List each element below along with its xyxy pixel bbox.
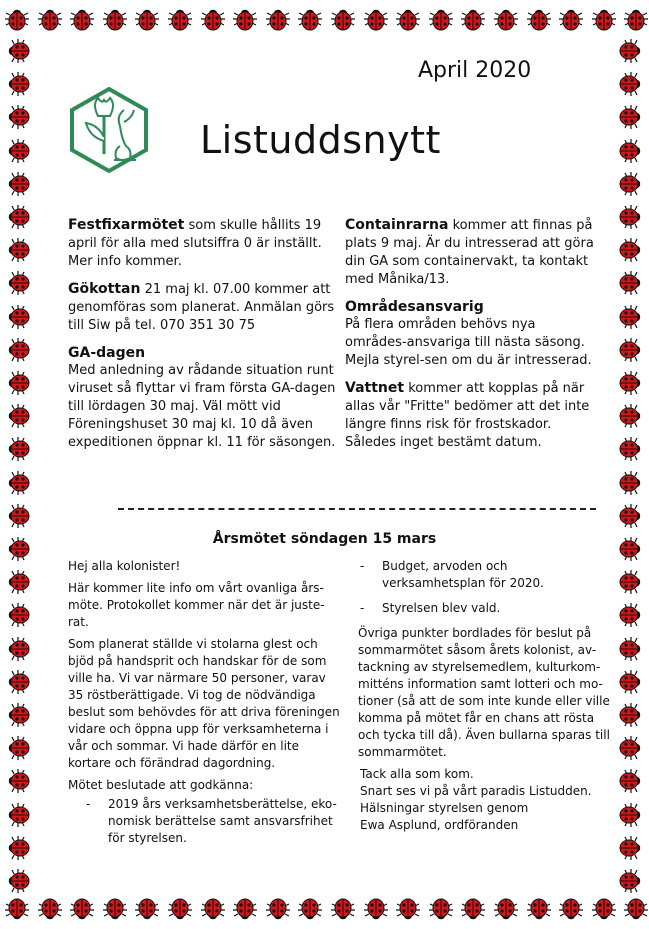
ladybug-icon xyxy=(232,6,258,32)
ladybug-icon xyxy=(330,897,356,923)
ladybug-icon xyxy=(5,138,31,164)
ladybug-icon xyxy=(618,868,644,894)
ladybug-icon xyxy=(5,735,31,761)
ladybug-icon xyxy=(460,897,486,923)
annual-meeting-title: Årsmötet söndagen 15 mars xyxy=(212,531,437,547)
ladybug-icon xyxy=(4,6,30,32)
ladybug-icon xyxy=(37,897,63,923)
ladybug-icon xyxy=(5,669,31,695)
list-item-text: 2019 års verksamhetsberättelse, eko-nomisk berättelse samt ansvarsfrihet för styrelsen. xyxy=(108,797,337,845)
dashed-divider xyxy=(118,508,596,510)
ladybug-icon xyxy=(618,304,644,330)
ladybug-icon xyxy=(200,6,226,32)
ladybug-icon xyxy=(5,370,31,396)
ladybug-icon xyxy=(5,436,31,462)
news-column-left xyxy=(68,216,336,461)
ladybug-icon xyxy=(618,436,644,462)
ladybug-icon xyxy=(5,237,31,263)
signature-line: Ewa Asplund, ordföranden xyxy=(360,818,519,832)
festfix-lead: Festfixarmötet xyxy=(68,217,185,233)
ladybug-border-right xyxy=(613,36,649,893)
ladybug-icon xyxy=(232,897,258,923)
see-you-line: Snart ses vi på vårt paradis Listudden. xyxy=(360,784,592,798)
news-column-right xyxy=(345,216,601,461)
other-items-paragraph: Övriga punkter bordlades för beslut på sommarmötet såsom årets kolonist, av-tackning av styrelsemedlem, kulturkom-mitténs information samt lotteri och mo-tioner (så att de som inte kunde eller ville komma på mötet får en chans att rösta och tycka till då). Även bullarna sparas till sommarmötet. xyxy=(358,626,610,759)
ladybug-icon xyxy=(526,897,552,923)
ladybug-icon xyxy=(5,204,31,230)
ladybug-icon xyxy=(460,6,486,32)
ladybug-icon xyxy=(618,470,644,496)
annual-column-right xyxy=(360,558,612,834)
ladybug-icon xyxy=(5,835,31,861)
ladybug-icon xyxy=(167,897,193,923)
ladybug-icon xyxy=(618,802,644,828)
ladybug-icon xyxy=(330,6,356,32)
ladybug-icon xyxy=(623,897,649,923)
ladybug-icon xyxy=(618,735,644,761)
list-item-text: Styrelsen blev vald. xyxy=(382,601,501,615)
ladybug-icon xyxy=(5,768,31,794)
ladybug-icon xyxy=(37,6,63,32)
ladybug-icon xyxy=(618,768,644,794)
ladybug-icon xyxy=(618,337,644,363)
ladybug-icon xyxy=(363,6,389,32)
ladybug-icon xyxy=(5,868,31,894)
ladybug-icon xyxy=(5,602,31,628)
list-dash: - xyxy=(360,559,365,573)
ladybug-icon xyxy=(5,270,31,296)
ladybug-icon xyxy=(5,171,31,197)
gadagen-heading: GA-dagen xyxy=(68,345,146,361)
tulip-bulb-logo-icon xyxy=(68,86,150,174)
ladybug-icon xyxy=(5,569,31,595)
ladybug-icon xyxy=(618,204,644,230)
ladybug-icon xyxy=(618,835,644,861)
ladybug-icon xyxy=(428,897,454,923)
ladybug-icon xyxy=(618,602,644,628)
ladybug-icon xyxy=(618,270,644,296)
ladybug-icon xyxy=(69,897,95,923)
ladybug-icon xyxy=(5,702,31,728)
ladybug-icon xyxy=(5,104,31,130)
gokottan-lead: Gökottan xyxy=(68,281,141,297)
ladybug-icon xyxy=(395,6,421,32)
ladybug-icon xyxy=(4,897,30,923)
newsletter-title: Listuddsnytt xyxy=(200,118,441,162)
containrarna-lead: Containrarna xyxy=(345,217,449,233)
ladybug-icon xyxy=(134,6,160,32)
ladybug-icon xyxy=(618,702,644,728)
ladybug-icon xyxy=(618,503,644,529)
ladybug-border-bottom xyxy=(0,893,649,929)
ladybug-icon xyxy=(297,897,323,923)
ladybug-icon xyxy=(5,337,31,363)
ladybug-icon xyxy=(618,669,644,695)
ladybug-icon xyxy=(493,6,519,32)
ladybug-icon xyxy=(69,6,95,32)
ladybug-icon xyxy=(297,6,323,32)
vattnet-text: kommer att kopplas på när allas vår "Fritte" bedömer att det inte längre finns risk för frostskador. Således inget bestämt datum. xyxy=(345,381,590,450)
ladybug-icon xyxy=(395,897,421,923)
festfix-text: som skulle hållits 19 april för alla med slutsiffra 0 är inställt. Mer info kommer. xyxy=(68,218,322,269)
ladybug-icon xyxy=(428,6,454,32)
ladybug-border-top xyxy=(0,0,649,36)
gokottan-item xyxy=(68,280,336,335)
list-item-text: Budget, arvoden och verksamhetsplan för 2020. xyxy=(382,559,544,590)
ladybug-icon xyxy=(5,71,31,97)
annual-column-left xyxy=(68,558,340,847)
list-item xyxy=(360,600,612,617)
containrarna-item xyxy=(345,216,601,289)
greeting: Hej alla kolonister! xyxy=(68,559,181,573)
ladybug-icon xyxy=(5,38,31,64)
ladybug-border-left xyxy=(0,36,36,893)
approved-lead: Mötet beslutade att godkänna: xyxy=(68,778,254,792)
meeting-paragraph: Som planerat ställde vi stolarna glest och bjöd på handsprit och handskar för de som ville ha. Vi var närmare 50 personer, varav 35 röstberättigade. Vi tog de nödvändiga beslut som behövdes för att driva föreningen vidare och öppna upp för verksamheterna i vår och sommar. Vi hade därför en lite kortare och förändrad dagordning. xyxy=(68,637,340,770)
list-item xyxy=(360,558,612,592)
ladybug-icon xyxy=(167,6,193,32)
ladybug-icon xyxy=(618,38,644,64)
ladybug-icon xyxy=(5,636,31,662)
ladybug-icon xyxy=(618,237,644,263)
vattnet-item xyxy=(345,379,601,452)
containrarna-text: kommer att finnas på plats 9 maj. Är du intresserad att göra din GA som containervakt, ta kontakt med Månika/13. xyxy=(345,218,594,287)
ladybug-icon xyxy=(618,104,644,130)
ladybug-icon xyxy=(493,897,519,923)
intro-paragraph: Här kommer lite info om vårt ovanliga års-möte. Protokollet kommer när det är juste-rat. xyxy=(68,581,325,629)
ladybug-icon xyxy=(618,403,644,429)
ladybug-icon xyxy=(618,370,644,396)
festfix-item xyxy=(68,216,336,271)
ladybug-icon xyxy=(558,6,584,32)
ladybug-icon xyxy=(200,897,226,923)
ladybug-icon xyxy=(5,304,31,330)
ladybug-icon xyxy=(618,71,644,97)
ladybug-icon xyxy=(591,6,617,32)
gokottan-text: 21 maj kl. 07.00 kommer att genomföras som planerat. Anmälan görs till Siw på tel. 070 351 30 75 xyxy=(68,282,335,333)
ladybug-icon xyxy=(618,138,644,164)
ladybug-icon xyxy=(5,802,31,828)
ladybug-icon xyxy=(623,6,649,32)
omrade-text: På flera områden behövs nya områdes-ansvariga till nästa säsong. Mejla styrel-sen om du är intresserad. xyxy=(345,317,592,368)
ladybug-icon xyxy=(558,897,584,923)
ladybug-icon xyxy=(618,569,644,595)
vattnet-lead: Vattnet xyxy=(345,380,405,396)
list-dash: - xyxy=(86,797,91,811)
ladybug-icon xyxy=(591,897,617,923)
ladybug-icon xyxy=(102,897,128,923)
ladybug-icon xyxy=(363,897,389,923)
omrade-heading: Områdesansvarig xyxy=(345,299,484,315)
ladybug-icon xyxy=(5,503,31,529)
gadagen-text: Med anledning av rådande situation runt viruset så flyttar vi fram första GA-dagen till lördagen 30 maj. Väl mött vid Föreningshuset 30 maj kl. 10 då även expeditionen öppnar kl. 11 för säsongen. xyxy=(68,363,336,450)
ladybug-icon xyxy=(618,171,644,197)
ladybug-icon xyxy=(5,470,31,496)
ladybug-icon xyxy=(134,897,160,923)
ladybug-icon xyxy=(618,636,644,662)
ladybug-icon xyxy=(265,6,291,32)
list-item xyxy=(68,796,340,847)
ladybug-icon xyxy=(102,6,128,32)
ladybug-icon xyxy=(265,897,291,923)
greetings-line: Hälsningar styrelsen genom xyxy=(360,801,529,815)
issue-date: April 2020 xyxy=(418,58,532,83)
ladybug-icon xyxy=(526,6,552,32)
thanks-line: Tack alla som kom. xyxy=(360,767,474,781)
ladybug-icon xyxy=(5,403,31,429)
list-dash: - xyxy=(360,601,365,615)
